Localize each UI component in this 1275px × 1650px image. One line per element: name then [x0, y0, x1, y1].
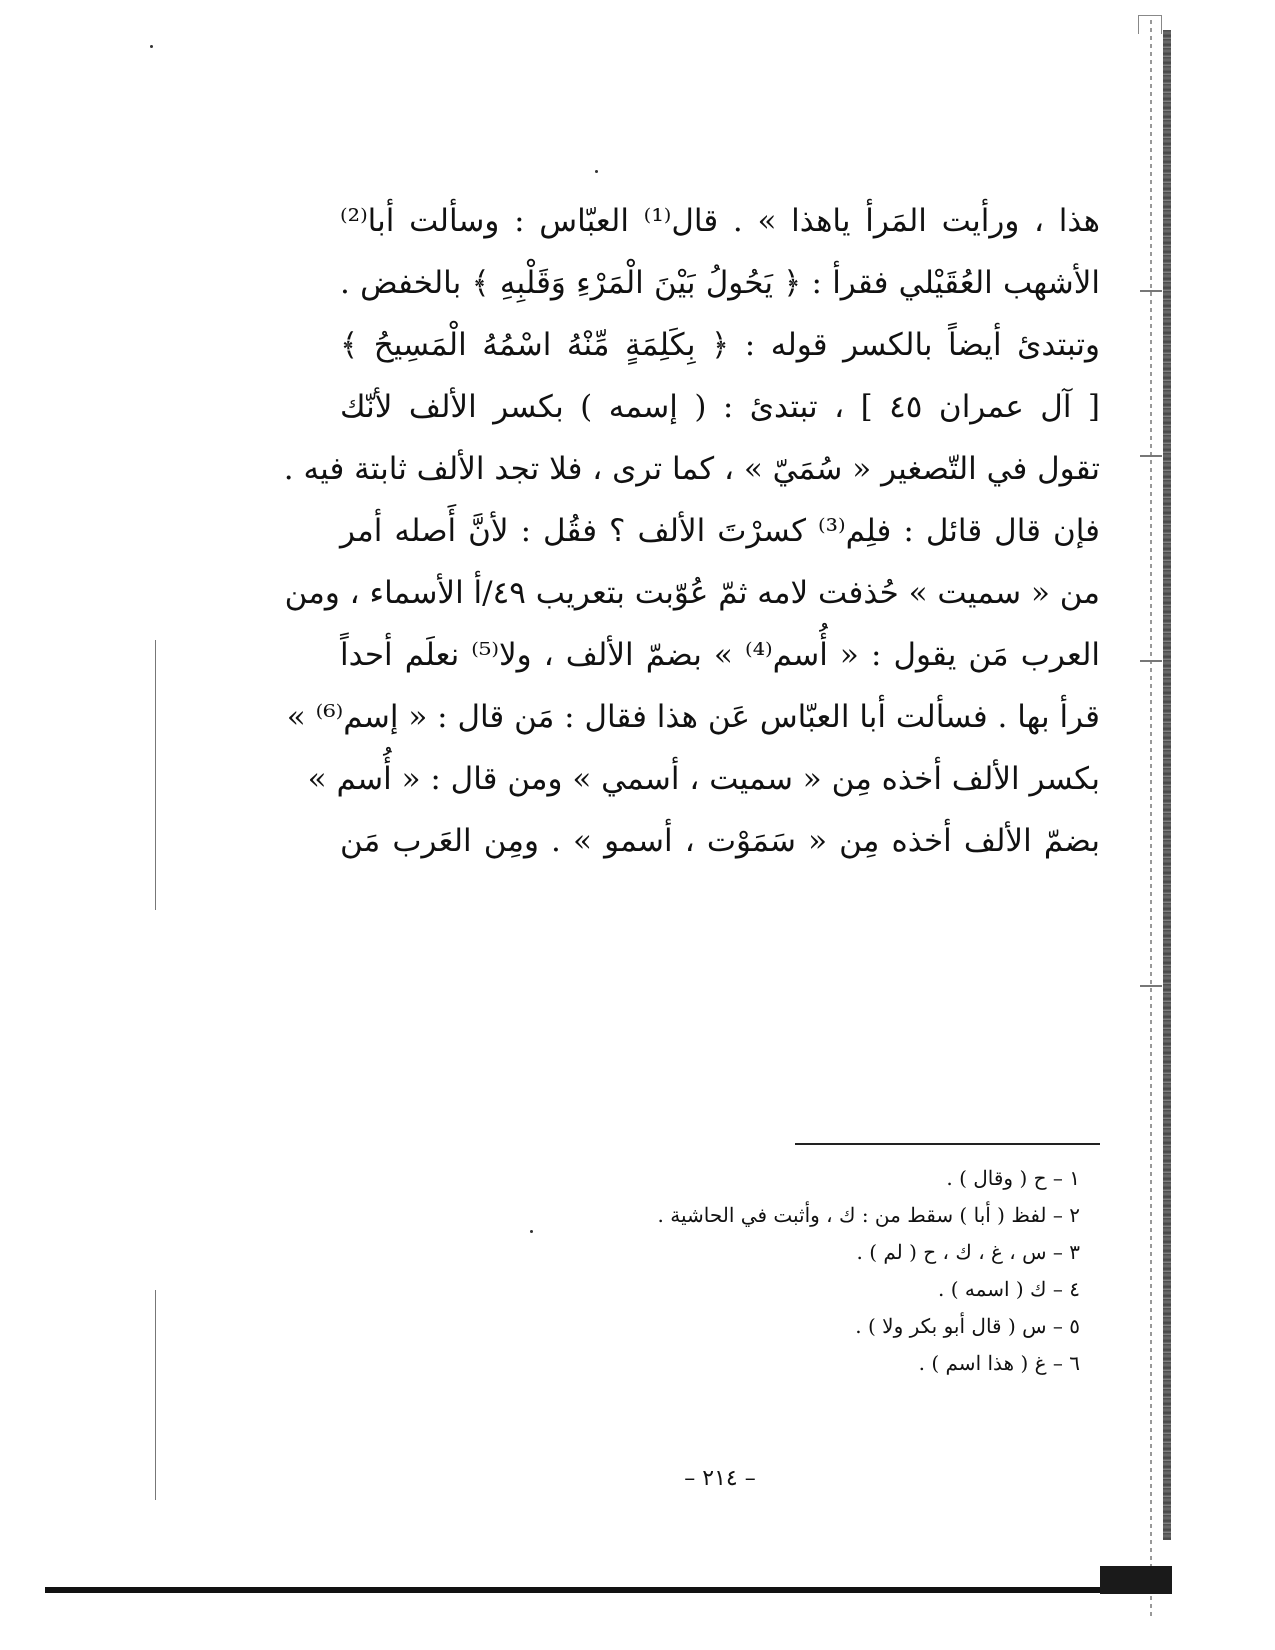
text-line: ﺑﻀﻢّ ﺍﻷﻟﻒ ﺃﺧﺬﻩ ﻣِﻦ « ﺳَﻤَﻮْﺕ ، ﺃﺳﻤﻮ » . ﻭﻣِﻦ ﺍﻟﻌَﺮﺏ ﻣَﻦ	[340, 823, 1100, 859]
scan-bottom-shadow	[45, 1587, 1170, 1593]
text-line: ﻗﺮﺃ ﺑﻬﺎ . ﻓﺴﺄﻟﺖ ﺃﺑﺎ ﺍﻟﻌﺒّﺎﺱ ﻋَﻦ ﻫﺬﺍ ﻓﻘﺎﻝ : ﻣَﻦ ﻗﺎﻝ : « ﺇﺳﻢ⁽⁶⁾ »	[286, 699, 1100, 735]
text-line: ﻫﺬﺍ ، ﻭﺭﺃﻳﺖ ﺍﻟﻤَﺮﺃ ﻳﺎﻫﺬﺍ » . ﻗﺎﻝ⁽¹⁾ ﺍﻟﻌﺒّﺎﺱ : ﻭﺳﺄﻟﺖ ﺃﺑﺎ⁽²⁾	[340, 203, 1100, 239]
scan-speck	[595, 170, 598, 173]
footnote: ٥ – ﺱ ( ﻗﺎﻝ ﺃﺑﻮ ﺑﻜﺮ ﻭﻻ ) .	[855, 1314, 1080, 1338]
scan-speck	[150, 45, 153, 48]
edge-tick	[1140, 660, 1162, 662]
page-number: – ٢١٤ –	[684, 1466, 756, 1491]
text-line: [ ﺁﻝ ﻋﻤﺮﺍﻥ ٤٥ ] ، ﺗﺒﺘﺪﺉ : ( ﺇﺳﻤﻪ ) ﺑﻜﺴﺮ ﺍﻷﻟﻒ ﻷﻧّﻚ	[340, 389, 1100, 425]
binding-shadow-dashes	[1150, 20, 1152, 1620]
text-line: ﺍﻟﻌﺮﺏ ﻣَﻦ ﻳﻘﻮﻝ : « ﺃُﺳﻢ⁽⁴⁾ » ﺑﻀﻢّ ﺍﻷﻟﻒ ، ﻭﻻ⁽⁵⁾ ﻧﻌﻠَﻢ ﺃﺣﺪﺍً	[340, 637, 1101, 673]
footnote: ١ – ح ( ﻭﻗﺎﻝ ) .	[946, 1166, 1080, 1190]
footnote: ٤ – ﻙ ( ﺍﺳﻤﻪ ) .	[938, 1277, 1080, 1301]
text-line: ﻓﺈﻥ ﻗﺎﻝ ﻗﺎﺋﻞ : ﻓﻠِﻢ⁽³⁾ ﻛﺴﺮْﺕَ ﺍﻷﻟﻒ ؟ ﻓﻘُﻞ : ﻷﻥَّ ﺃَﺻﻠﻪ ﺃﻣﺮ	[340, 513, 1101, 549]
footnote-separator	[795, 1143, 1100, 1145]
left-margin-rule	[155, 1290, 156, 1500]
footnotes-block	[480, 1160, 1080, 1382]
left-margin-rule	[155, 640, 156, 910]
text-line: ﺍﻷﺷﻬﺐ ﺍﻟﻌُﻘَﻴْﻠﻲ ﻓﻘﺮﺃ : ﴿ ﻳَﺤُﻮﻝُ ﺑَﻴْﻦَ ﺍﻟْﻤَﺮْﺀِ ﻭَﻗَﻠْﺒِﻪِ ﴾ ﺑﺎﻟﺨﻔﺾ .	[340, 265, 1100, 301]
scan-corner-shadow	[1100, 1566, 1172, 1594]
binding-edge	[1163, 30, 1171, 1540]
text-line: ﻣﻦ « ﺳﻤﻴﺖ » ﺣُﺬﻓﺖ ﻻﻣﻪ ﺛﻢّ ﻋُﻮّﺑﺖ ﺑﺘﻌﺮﻳﺐ ٤٩/ﺃ ﺍﻷﺳﻤﺎﺀ ، ﻭﻣﻦ	[284, 575, 1100, 611]
main-text-block	[283, 190, 1101, 872]
footnote: ٣ – ﺱ ، ﻍ ، ﻙ ، ﺡ ( ﻟﻢ ) .	[856, 1240, 1080, 1264]
edge-tick	[1140, 455, 1162, 457]
text-line: ﺗﻘﻮﻝ ﻓﻲ ﺍﻟﺘّﺼﻐﻴﺮ « ﺳُﻤَﻲّ » ، ﻛﻤﺎ ﺗﺮﻯ ، ﻓﻼ ﺗﺠﺪ ﺍﻷﻟﻒ ﺛﺎﺑﺘﺔ ﻓﻴﻪ .	[283, 451, 1100, 487]
text-line: ﺑﻜﺴﺮ ﺍﻷﻟﻒ ﺃﺧﺬﻩ ﻣِﻦ « ﺳﻤﻴﺖ ، ﺃﺳﻤﻲ » ﻭﻣﻦ ﻗﺎﻝ : « ﺃُﺳﻢ »	[307, 761, 1100, 797]
footnote: ٢ – ﻟﻔﻆ ( ﺃﺑﺎ ) ﺳﻘﻂ ﻣﻦ : ﻙ ، ﻭﺃﺛﺒﺖ ﻓﻲ ﺍﻟﺤﺎﺷﻴﺔ .	[657, 1203, 1080, 1227]
edge-tick	[1140, 985, 1162, 987]
text-line: ﻭﺗﺒﺘﺪﺉ ﺃﻳﻀﺎً ﺑﺎﻟﻜﺴﺮ ﻗﻮﻟﻪ : ﴿ ﺑِﻜَﻠِﻤَﺔٍ ﻣِّﻨْﻪُ ﺍﺳْﻤُﻪُ ﺍﻟْﻤَﺴِﻴﺢُ ﴾	[340, 327, 1100, 363]
footnote: ٦ – ﻍ ( ﻫﺬﺍ ﺍﺳﻢ ) .	[918, 1351, 1080, 1375]
edge-tick	[1140, 290, 1162, 292]
